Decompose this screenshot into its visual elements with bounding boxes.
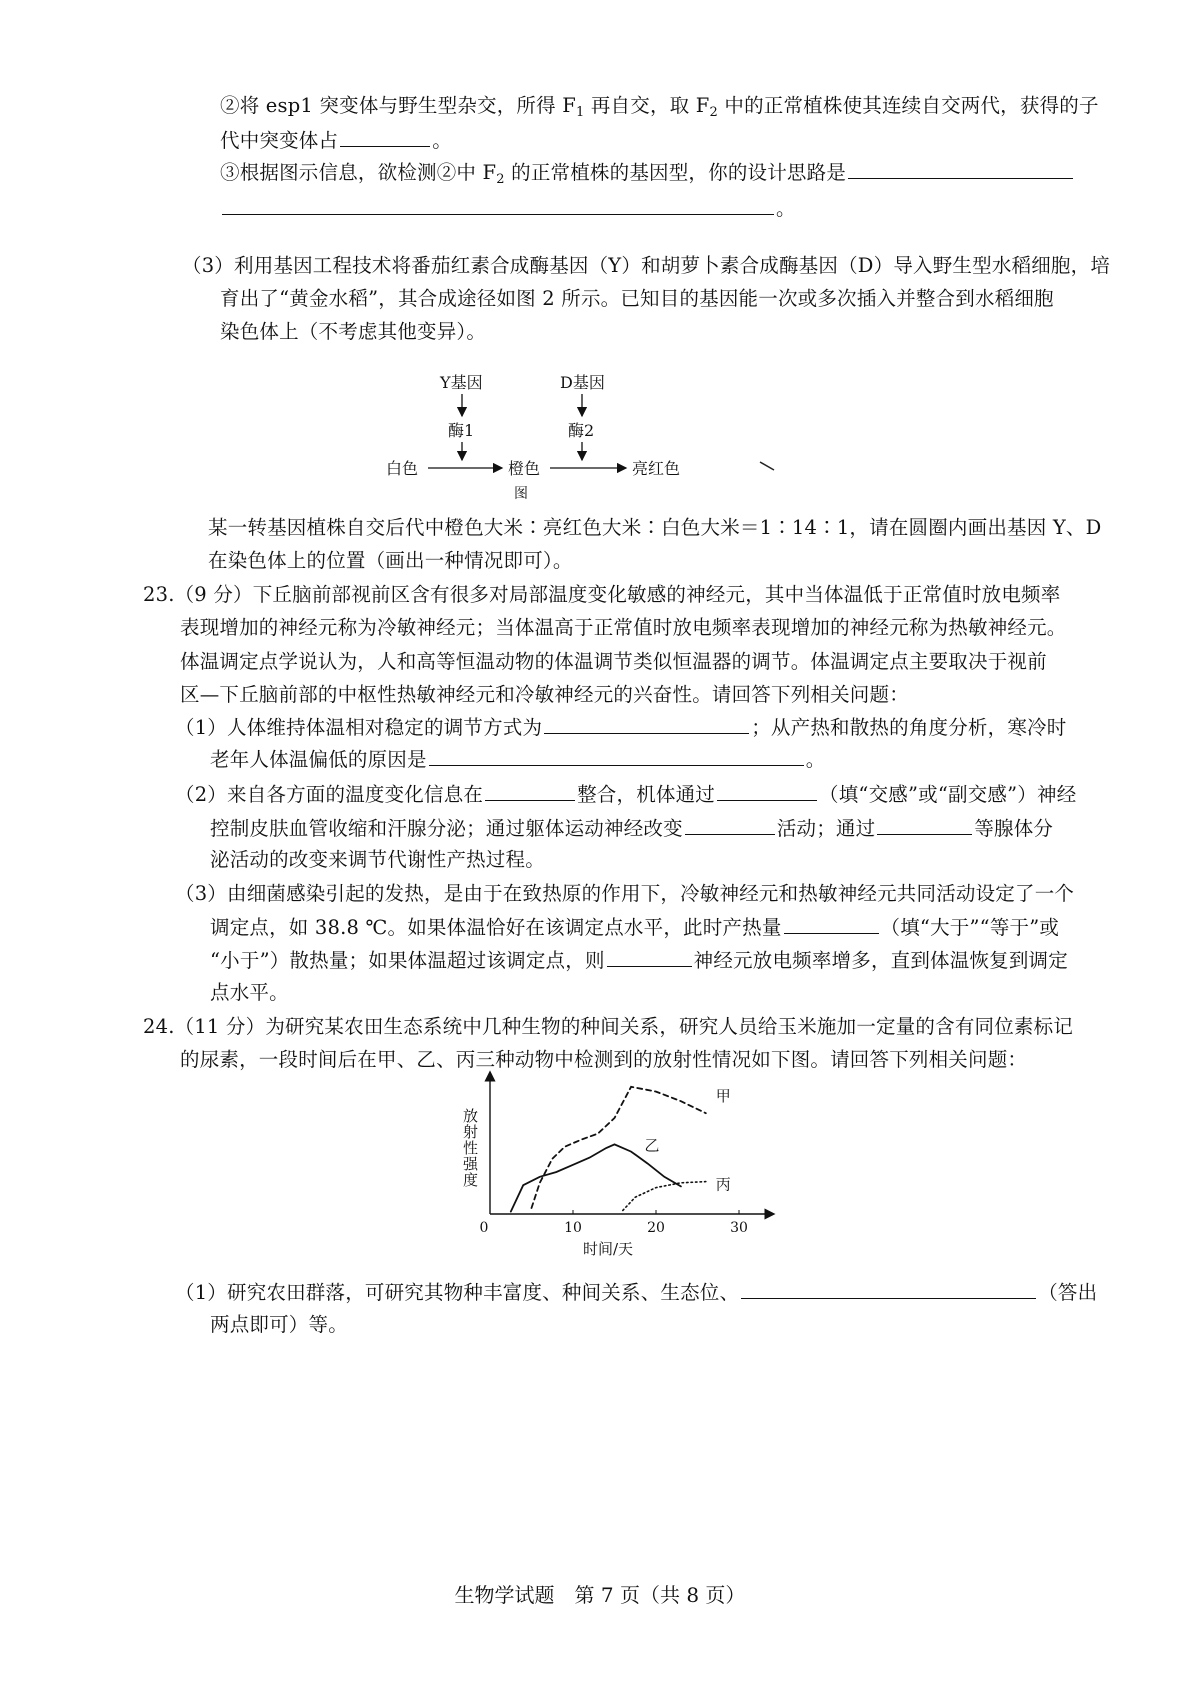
white-pigment-label: 白色: [386, 459, 419, 478]
synthesis-pathway-diagram: [370, 364, 810, 514]
x-tick-label: 0: [479, 1220, 489, 1236]
q23-intro-line3: 体温调定点学说认为，人和高等恒温动物的体温调节类似恒温器的调节。体温调定点主要取决于视前: [180, 650, 1047, 673]
answer-blank[interactable]: [222, 194, 774, 215]
answer-blank[interactable]: [429, 745, 804, 766]
q24-sub1-line1: （1）研究农田群落，可研究其物种丰富度、种间关系、生态位、 （答出: [175, 1278, 1097, 1307]
q22-sub3-line3: 染色体上（不考虑其他变异）。: [220, 320, 487, 343]
series-label-3: 丙: [715, 1175, 731, 1194]
q22-sub3-line1: （3）利用基因工程技术将番茄红素合成酶基因（Y）和胡萝卜素合成酶基因（D）导入野生型水稻细胞，培: [182, 254, 1111, 277]
answer-blank[interactable]: [741, 1278, 1036, 1299]
answer-blank[interactable]: [717, 780, 817, 801]
q22-sub3-line2: 育出了“黄金水稻”，其合成途径如图 2 所示。已知目的基因能一次或多次插入并整合到水稻细胞: [220, 287, 1054, 310]
q23-intro-line1: 23.（9 分）下丘脑前部视前区含有很多对局部温度变化敏感的神经元，其中当体温低于正常值时放电频率: [143, 583, 1061, 606]
series-label-1: 甲: [715, 1087, 731, 1106]
q22-sub3-line4: 某一转基因植株自交后代中橙色大米∶亮红色大米∶白色大米＝1∶14∶1，请在圆圈内画出基因 Y、D: [208, 516, 1102, 539]
answer-blank[interactable]: [784, 913, 879, 934]
series-label-2: 乙: [644, 1136, 660, 1155]
q23-sub3-line2: 调定点，如 38.8 ℃。如果体温恰好在该调定点水平，此时产热量 （填“大于”“等于”或: [210, 913, 1059, 942]
q23-sub1-line1: （1）人体维持体温相对稳定的调节方式为 ；从产热和散热的角度分析，寒冷时: [175, 713, 1066, 742]
enzyme1-label: 酶1: [448, 421, 475, 440]
x-tick-label: 30: [730, 1220, 748, 1236]
q22-sub3-line5: 在染色体上的位置（画出一种情况即可）。: [208, 549, 573, 572]
answer-blank[interactable]: [685, 814, 775, 835]
q23-sub2-line2: 控制皮肤血管收缩和汗腺分泌；通过躯体运动神经改变 活动；通过 等腺体分: [210, 814, 1053, 843]
answer-blank[interactable]: [848, 158, 1073, 179]
q23-sub3-line1: （3）由细菌感染引起的发热，是由于在致热原的作用下，冷敏神经元和热敏神经元共同活动设定了一个: [175, 882, 1075, 905]
q23-sub2-line3: 泌活动的改变来调节代谢性产热过程。: [210, 848, 545, 871]
answer-blank[interactable]: [485, 780, 575, 801]
q22-part2-line1: ②将 esp1 突变体与野生型杂交，所得 $F_1$ 再自交，取 $F_2$ 中的正常植株使其连续自交两代，获得的子: [220, 94, 1099, 120]
x-axis-label: 时间/天: [582, 1240, 634, 1258]
q24-sub1-line2: 两点即可）等。: [210, 1313, 348, 1336]
answer-blank[interactable]: [544, 713, 749, 734]
q24-intro-line1: 24.（11 分）为研究某农田生态系统中几种生物的种间关系，研究人员给玉米施加一定量的含有同位素标记: [143, 1015, 1074, 1038]
y-axis-label: 放射性强度: [461, 1108, 479, 1188]
q24-intro-line2: 的尿素，一段时间后在甲、乙、丙三种动物中检测到的放射性情况如下图。请回答下列相关问题：: [180, 1048, 1028, 1071]
q23-sub3-line3: “小于”）散热量；如果体温超过该调定点，则 神经元放电频率增多，直到体温恢复到调定: [210, 946, 1068, 975]
bright-red-pigment-label: 亮红色: [632, 459, 681, 478]
q23-intro-line2: 表现增加的神经元称为冷敏神经元；当体温高于正常值时放电频率表现增加的神经元称为热敏神经元。: [180, 616, 1067, 639]
orange-pigment-label: 橙色: [508, 459, 541, 478]
x-tick-label: 20: [647, 1220, 665, 1236]
page-footer: 生物学试题 第 7 页（共 8 页）: [454, 1583, 746, 1607]
figure-caption: 图: [514, 486, 528, 502]
x-tick-label: 10: [564, 1220, 582, 1236]
q23-sub2-line1: （2）来自各方面的温度变化信息在 整合，机体通过 （填“交感”或“副交感”）神经: [175, 780, 1076, 809]
q23-sub3-line4: 点水平。: [210, 981, 289, 1004]
radioactivity-chart: [440, 1068, 800, 1264]
q22-part2-line2: 代中突变体占 。: [220, 126, 452, 155]
series-line-3: [623, 1182, 706, 1211]
q22-part3-line2: 。: [220, 194, 796, 223]
enzyme2-label: 酶2: [568, 421, 595, 440]
answer-blank[interactable]: [877, 814, 972, 835]
answer-blank[interactable]: [340, 126, 430, 147]
q23-sub1-line2: 老年人体温偏低的原因是 。: [210, 745, 825, 774]
answer-blank[interactable]: [607, 946, 692, 967]
gene-y-label: Y基因: [440, 373, 483, 392]
q22-part3-line1: ③根据图示信息，欲检测②中 $F_2$ 的正常植株的基因型，你的设计思路是: [220, 158, 1075, 194]
gene-d-label: D基因: [560, 373, 605, 392]
q23-intro-line4: 区—下丘脑前部的中枢性热敏神经元和冷敏神经元的兴奋性。请回答下列相关问题：: [180, 683, 909, 706]
series-line-2: [511, 1144, 681, 1211]
series-line-1: [532, 1087, 706, 1208]
